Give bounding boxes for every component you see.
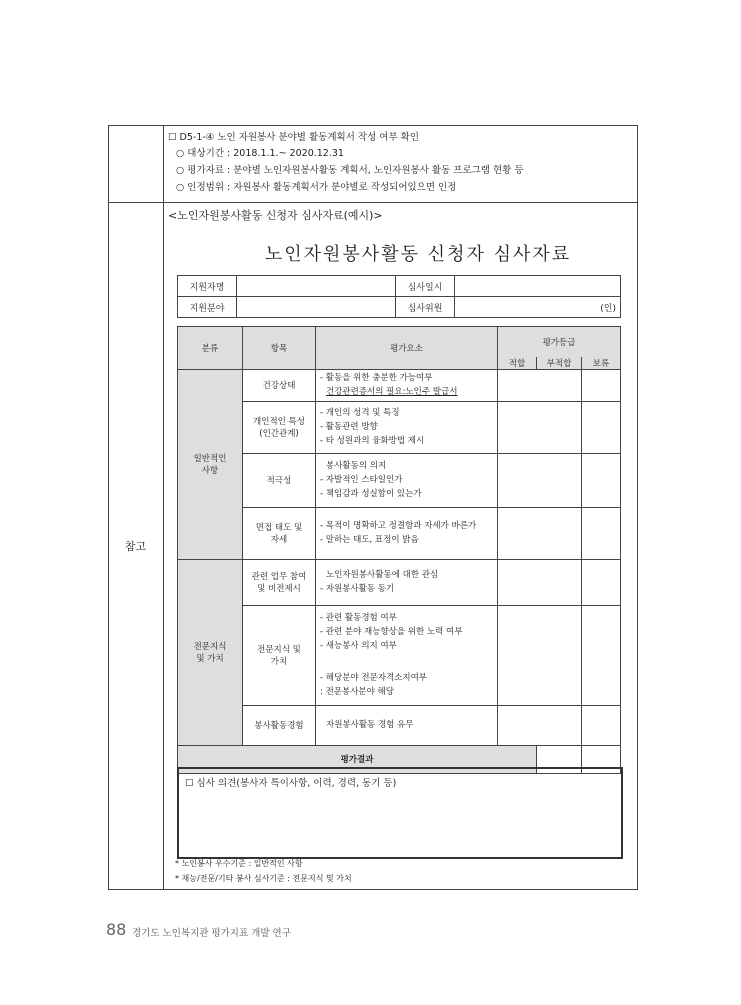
field-label: 지원분야 <box>178 297 237 318</box>
grade-cell[interactable] <box>582 605 621 705</box>
item-label: 적극성 <box>243 453 316 507</box>
evaluation-table <box>177 326 621 774</box>
item-label: 개인적인 특성 (인간관계) <box>243 401 316 453</box>
element-text: : 전문봉사분야 해당 <box>320 687 394 697</box>
applicant-label: 지원자명 <box>178 276 237 297</box>
element-text: - 활동을 위한 충분한 가능여부 <box>320 373 433 383</box>
date-value[interactable] <box>455 276 621 297</box>
element-text: - 책임감과 성실함이 있는가 <box>320 489 422 499</box>
item-label: 면접 태도 및 자세 <box>243 507 316 559</box>
grade-cell[interactable] <box>582 705 621 745</box>
element-cell <box>316 705 498 745</box>
footer-title: 경기도 노인복지관 평가지표 개발 연구 <box>132 928 291 939</box>
header-item: 항목 <box>243 327 316 370</box>
opinion-box[interactable] <box>177 767 623 859</box>
category-general: 일반적인 사항 <box>178 369 243 559</box>
date-label: 심사일시 <box>396 276 455 297</box>
header-grade-fit: 적합 <box>498 357 537 370</box>
grade-cell[interactable] <box>498 369 582 401</box>
item-label: 전문지식 및 가치 <box>243 605 316 705</box>
criteria-title: ☐ D5-1-④ 노인 자원봉사 분야별 활동계획서 작성 여부 확인 <box>168 132 419 143</box>
grade-cell[interactable] <box>498 605 582 705</box>
reviewer-seal[interactable]: (인) <box>455 297 621 318</box>
item-label: 건강상태 <box>243 369 316 401</box>
applicant-value[interactable] <box>237 276 396 297</box>
element-cell <box>316 559 498 605</box>
item-label: 봉사활동경험 <box>243 705 316 745</box>
grade-cell[interactable] <box>498 559 582 605</box>
element-text: 건강관련증서의 필요:노인주 발급서 <box>326 387 458 397</box>
grade-cell[interactable] <box>582 369 621 401</box>
grade-cell[interactable] <box>498 705 582 745</box>
note-general: * 노인봉사 우수기준 : 일반적인 사항 <box>175 859 303 868</box>
element-cell <box>316 453 498 507</box>
header-category: 분류 <box>178 327 243 370</box>
element-text: - 타 성원과의 융화방법 제시 <box>320 436 425 446</box>
grade-cell[interactable] <box>498 453 582 507</box>
element-cell <box>316 507 498 559</box>
form-title: 노인자원봉사활동 신청자 심사자료 <box>264 244 572 265</box>
element-cell <box>316 369 498 401</box>
criteria-scope: ○ 인정범위 : 자원봉사 활동계획서가 분야별로 작성되어있으면 인정 <box>176 182 457 193</box>
element-text: - 자발적인 스타일인가 <box>320 475 403 485</box>
grade-cell[interactable] <box>498 401 582 453</box>
element-text: - 해당분야 전문자격소지여부 <box>320 673 428 683</box>
criteria-material: ○ 평가자료 : 분야별 노인자원봉사활동 계획서, 노인자원봉사 활동 프로그램 현황 등 <box>176 165 524 176</box>
side-label: 참고 <box>124 540 147 553</box>
grade-cell[interactable] <box>498 507 582 559</box>
criteria-period: ○ 대상기간 : 2018.1.1.~ 2020.12.31 <box>176 148 344 159</box>
element-text: - 관련 분야 재능향상을 위한 노력 여부 <box>320 627 463 637</box>
element-text: - 새능봉사 의지 여부 <box>320 641 397 651</box>
header-grade-unfit: 부적합 <box>537 357 582 370</box>
element-text: - 말하는 태도, 표정이 밝음 <box>320 535 419 545</box>
example-title: <노인자원봉사활동 신청자 심사자료(예시)> <box>168 209 383 222</box>
opinion-label: ☐ 심사 의견(봉사자 특이사항, 이력, 경력, 동기 등) <box>185 778 397 789</box>
row-divider <box>108 202 637 203</box>
header-grade-hold: 보류 <box>582 357 621 370</box>
element-text: - 개인의 성격 및 특징 <box>320 408 400 418</box>
applicant-info-table <box>177 275 621 318</box>
item-label: 관련 업무 참여 및 비전제시 <box>243 559 316 605</box>
grade-cell[interactable] <box>582 559 621 605</box>
element-cell <box>316 605 498 705</box>
element-text: - 활동관련 방향 <box>320 422 378 432</box>
grade-cell[interactable] <box>582 507 621 559</box>
element-text: - 관련 활동경험 여부 <box>320 613 397 623</box>
element-text: 봉사활동의 의지 <box>326 461 387 471</box>
grade-cell[interactable] <box>582 401 621 453</box>
element-text: - 자원봉사활동 동기 <box>320 584 395 594</box>
header-element: 평가요소 <box>316 327 498 370</box>
category-special: 전문지식 및 가치 <box>178 559 243 745</box>
note-special: * 재능/전문/기타 봉사 심사기준 : 전문지식 및 가치 <box>175 874 352 883</box>
grade-cell[interactable] <box>582 453 621 507</box>
element-cell <box>316 401 498 453</box>
header-grade: 평가등급 <box>498 327 621 357</box>
element-text: - 목적이 명확하고 정결함과 자세가 바른가 <box>320 521 477 531</box>
reviewer-label: 심사위원 <box>396 297 455 318</box>
column-divider <box>163 125 164 889</box>
element-text: 노인자원봉사활동에 대한 관심 <box>326 570 439 580</box>
element-text: 자원봉사활동 경험 유무 <box>326 720 414 730</box>
page-number: 88 <box>106 920 127 939</box>
result-label: 평가결과 <box>178 745 537 773</box>
field-value[interactable] <box>237 297 396 318</box>
